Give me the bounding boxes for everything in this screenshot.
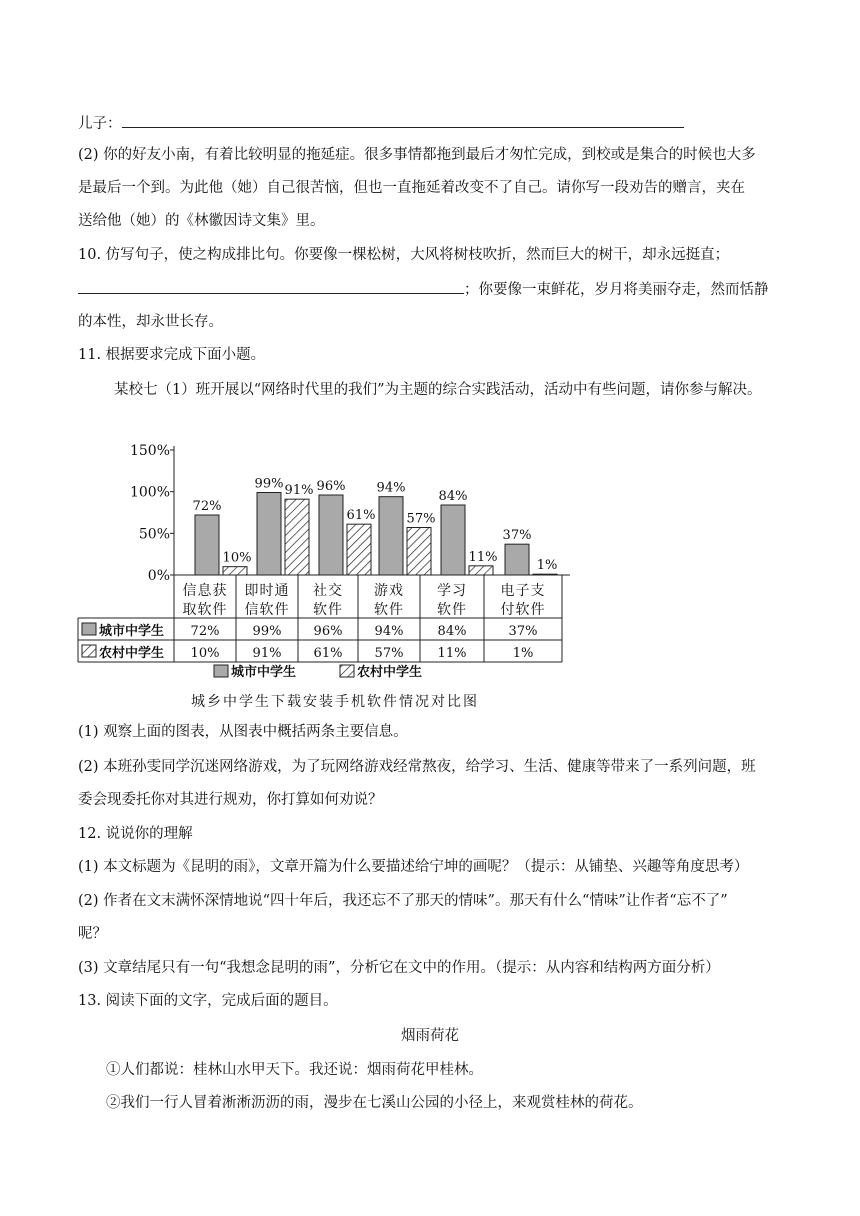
bar-rural bbox=[407, 528, 431, 576]
question-12-heading: 12. 说说你的理解 bbox=[78, 826, 193, 842]
category-label: 社交 bbox=[313, 583, 343, 599]
table-cell: 72% bbox=[190, 624, 220, 639]
question-12-sub-2-line-2: 呢？ bbox=[78, 926, 107, 942]
legend-label-city: 城市中学生 bbox=[231, 665, 297, 680]
question-12-sub-3: (3) 文章结尾只有一句“我想念昆明的雨”，分析它在文中的作用。（提示：从内容和结构两方面分析） bbox=[78, 960, 720, 976]
passage-paragraph-1: ①人们都说：桂林山水甲天下。我还说：烟雨荷花甲桂林。 bbox=[106, 1062, 483, 1078]
bar-city bbox=[319, 495, 343, 575]
question-2-line-2: 是最后一个到。为此他（她）自己很苦恼，但也一直拖延着改变不了自己。请你写一段劝告的赠言，夹在 bbox=[78, 180, 745, 196]
bar-data-label: 11% bbox=[468, 549, 498, 565]
question-11-sub-2-line-2: 委会现委托你对其进行规劝，你打算如何劝说？ bbox=[78, 792, 383, 808]
question-10-line-3: 的本性，却永世长存。 bbox=[78, 314, 223, 330]
question-12-sub-1: (1) 本文标题为《昆明的雨》，文章开篇为什么要描述给宁坤的画呢？（提示：从铺垫、兴趣等角度思考） bbox=[78, 859, 749, 875]
category-label: 学习 bbox=[437, 583, 467, 599]
chart-title: 城乡中学生下载安装手机软件情况对比图 bbox=[191, 694, 479, 710]
category-label: 电子支 bbox=[500, 583, 546, 599]
bar-data-label: 57% bbox=[406, 511, 436, 527]
category-label: 软件 bbox=[313, 602, 343, 618]
bar-city bbox=[505, 544, 529, 575]
bar-city bbox=[441, 505, 465, 575]
table-cell: 37% bbox=[508, 624, 538, 639]
bar-data-label: 61% bbox=[346, 508, 376, 524]
question-2-line-1: (2) 你的好友小南，有着比较明显的拖延症。很多事情都拖到最后才匆忙完成，到校或是集合的时候也大多 bbox=[78, 147, 756, 163]
bar-rural bbox=[533, 574, 557, 575]
question-11-sub-2-line-1: (2) 本班孙雯同学沉迷网络游戏，为了玩网络游戏经常熬夜，给学习、生活、健康等带来了一系列问题，班 bbox=[78, 759, 756, 775]
bar-rural bbox=[469, 566, 493, 575]
category-label: 信息获 bbox=[182, 583, 228, 599]
category-label: 付软件 bbox=[500, 602, 546, 618]
question-12-sub-2-line-1: (2) 作者在文末满怀深情地说“四十年后，我还忘不了那天的情味”。那天有什么“情味”让作者“忘不了” bbox=[78, 893, 728, 909]
bar-data-label: 96% bbox=[316, 479, 346, 494]
table-cell: 1% bbox=[512, 646, 534, 661]
answer-prefix: 儿子： bbox=[78, 116, 122, 132]
line-1 bbox=[78, 113, 684, 134]
table-legend-swatch bbox=[82, 623, 96, 635]
question-11-intro: 某校七（1）班开展以“网络时代里的我们”为主题的综合实践活动，活动中有些问题，请你参与解决。 bbox=[114, 382, 762, 398]
question-11-heading: 11. 根据要求完成下面小题。 bbox=[78, 347, 266, 363]
bar-data-label: 99% bbox=[254, 476, 284, 492]
legend-swatch-rural bbox=[340, 665, 354, 677]
bar-chart bbox=[0, 430, 860, 730]
y-tick-label: 50% bbox=[138, 526, 170, 543]
y-tick-label: 150% bbox=[129, 443, 170, 459]
bar-city bbox=[379, 497, 403, 575]
question-10-line-1: 10. 仿写句子，使之构成排比句。你要像一棵松树，大风将树枝吹折，然而巨大的树干，却永远挺直； bbox=[78, 247, 730, 263]
category-label: 游戏 bbox=[374, 583, 404, 599]
table-cell: 96% bbox=[313, 624, 343, 639]
bar-data-label: 94% bbox=[376, 480, 406, 496]
category-label: 即时通 bbox=[244, 583, 290, 599]
legend-label-rural: 农村中学生 bbox=[357, 665, 423, 680]
question-2-line-3: 送给他（她）的《林徽因诗文集》里。 bbox=[78, 213, 325, 229]
table-cell: 10% bbox=[190, 646, 220, 661]
category-label: 取软件 bbox=[182, 602, 228, 618]
fill-in-blank bbox=[78, 279, 464, 294]
table-cell: 84% bbox=[437, 624, 467, 639]
table-series-name: 农村中学生 bbox=[99, 646, 165, 661]
category-label: 软件 bbox=[437, 602, 467, 618]
passage-title: 烟雨荷花 bbox=[401, 1028, 459, 1044]
table-cell: 57% bbox=[374, 646, 404, 661]
legend-swatch-city bbox=[214, 665, 228, 677]
table-cell: 11% bbox=[437, 646, 467, 661]
question-11-sub-1: (1) 观察上面的图表，从图表中概括两条主要信息。 bbox=[78, 724, 408, 740]
bar-data-label: 37% bbox=[502, 528, 532, 544]
table-cell: 99% bbox=[252, 624, 282, 639]
category-label: 软件 bbox=[374, 602, 404, 618]
bar-rural bbox=[347, 524, 371, 575]
table-cell: 61% bbox=[313, 646, 343, 661]
table-cell: 91% bbox=[252, 646, 282, 661]
bar-data-label: 84% bbox=[438, 489, 468, 504]
question-10-continuation: ；你要像一束鲜花，岁月将美丽夺走，然而恬静 bbox=[464, 282, 769, 298]
question-10-line-2 bbox=[78, 279, 769, 300]
bar-city bbox=[257, 493, 281, 576]
category-label: 信软件 bbox=[244, 602, 290, 618]
y-tick-label: 100% bbox=[129, 484, 170, 501]
table-legend-swatch bbox=[82, 645, 96, 657]
table-cell: 94% bbox=[374, 624, 404, 639]
answer-blank bbox=[122, 113, 684, 128]
bar-data-label: 1% bbox=[536, 558, 558, 574]
bar-city bbox=[195, 515, 219, 575]
bar-rural bbox=[223, 567, 247, 575]
bar-data-label: 91% bbox=[284, 483, 314, 499]
bar-rural bbox=[285, 499, 309, 575]
passage-paragraph-2: ②我们一行人冒着淅淅沥沥的雨，漫步在七溪山公园的小径上，来观赏桂林的荷花。 bbox=[106, 1095, 643, 1111]
question-13-heading: 13. 阅读下面的文字，完成后面的题目。 bbox=[78, 993, 338, 1009]
y-tick-label: 0% bbox=[147, 568, 170, 584]
bar-data-label: 10% bbox=[222, 550, 252, 566]
table-series-name: 城市中学生 bbox=[99, 624, 165, 639]
bar-data-label: 72% bbox=[192, 499, 222, 514]
